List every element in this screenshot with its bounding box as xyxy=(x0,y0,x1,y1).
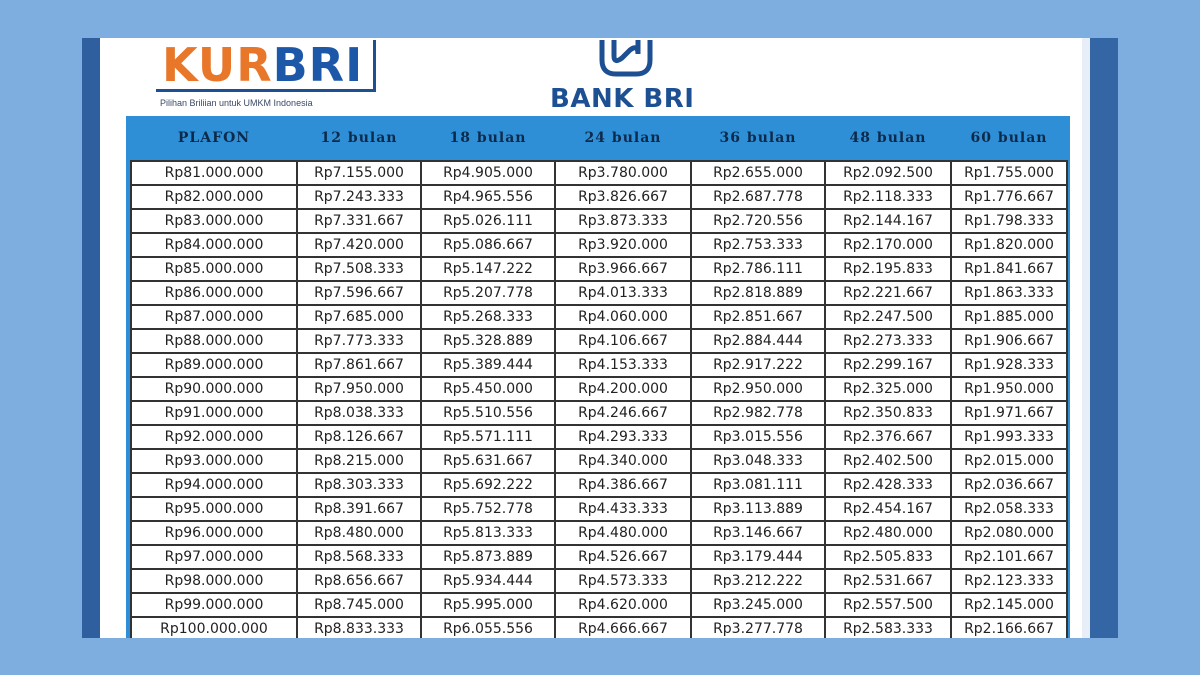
cicilan-12-cell: Rp7.685.000 xyxy=(297,305,421,329)
cicilan-12-cell: Rp8.745.000 xyxy=(297,593,421,617)
cicilan-12-cell: Rp8.126.667 xyxy=(297,425,421,449)
table-row xyxy=(131,617,1067,638)
plafon-cell: Rp92.000.000 xyxy=(131,425,297,449)
cicilan-48-cell: Rp2.247.500 xyxy=(825,305,951,329)
cicilan-12-cell: Rp7.508.333 xyxy=(297,257,421,281)
cicilan-36-cell: Rp3.179.444 xyxy=(691,545,825,569)
cicilan-60-cell: Rp2.058.333 xyxy=(951,497,1067,521)
cicilan-18-cell: Rp5.813.333 xyxy=(421,521,555,545)
cicilan-36-cell: Rp2.687.778 xyxy=(691,185,825,209)
cicilan-18-cell: Rp5.086.667 xyxy=(421,233,555,257)
cicilan-24-cell: Rp4.526.667 xyxy=(555,545,691,569)
cicilan-12-cell: Rp7.243.333 xyxy=(297,185,421,209)
bank-bri-emblem-icon xyxy=(598,38,654,78)
cicilan-36-cell: Rp3.277.778 xyxy=(691,617,825,638)
cicilan-48-cell: Rp2.376.667 xyxy=(825,425,951,449)
cicilan-24-cell: Rp4.433.333 xyxy=(555,497,691,521)
cicilan-24-cell: Rp4.386.667 xyxy=(555,473,691,497)
cicilan-36-cell: Rp2.917.222 xyxy=(691,353,825,377)
cicilan-48-cell: Rp2.118.333 xyxy=(825,185,951,209)
cicilan-12-cell: Rp7.155.000 xyxy=(297,161,421,185)
cicilan-18-cell: Rp5.207.778 xyxy=(421,281,555,305)
cicilan-18-cell: Rp5.873.889 xyxy=(421,545,555,569)
cicilan-12-cell: Rp8.568.333 xyxy=(297,545,421,569)
cicilan-36-cell: Rp3.113.889 xyxy=(691,497,825,521)
table-row xyxy=(131,329,1067,353)
kur-logo-part: KUR xyxy=(162,38,273,92)
plafon-cell: Rp81.000.000 xyxy=(131,161,297,185)
cicilan-60-cell: Rp1.971.667 xyxy=(951,401,1067,425)
cicilan-12-cell: Rp8.391.667 xyxy=(297,497,421,521)
header-18-bulan: 18 bulan xyxy=(449,130,527,146)
cicilan-18-cell: Rp5.692.222 xyxy=(421,473,555,497)
cicilan-24-cell: Rp3.826.667 xyxy=(555,185,691,209)
header-24-bulan: 24 bulan xyxy=(584,130,662,146)
table-row xyxy=(131,209,1067,233)
cicilan-48-cell: Rp2.505.833 xyxy=(825,545,951,569)
table-row xyxy=(131,449,1067,473)
cicilan-24-cell: Rp4.573.333 xyxy=(555,569,691,593)
cicilan-48-cell: Rp2.273.333 xyxy=(825,329,951,353)
cicilan-24-cell: Rp4.013.333 xyxy=(555,281,691,305)
plafon-cell: Rp100.000.000 xyxy=(131,617,297,638)
kur-table-card xyxy=(82,38,1118,638)
installment-table xyxy=(130,116,1068,638)
plafon-cell: Rp96.000.000 xyxy=(131,521,297,545)
cicilan-24-cell: Rp4.153.333 xyxy=(555,353,691,377)
table-row xyxy=(131,569,1067,593)
cicilan-36-cell: Rp2.884.444 xyxy=(691,329,825,353)
cicilan-18-cell: Rp5.389.444 xyxy=(421,353,555,377)
cicilan-60-cell: Rp2.123.333 xyxy=(951,569,1067,593)
cicilan-60-cell: Rp2.101.667 xyxy=(951,545,1067,569)
right-accent-stripe xyxy=(1090,38,1118,638)
cicilan-48-cell: Rp2.092.500 xyxy=(825,161,951,185)
table-row xyxy=(131,473,1067,497)
cicilan-24-cell: Rp4.666.667 xyxy=(555,617,691,638)
cicilan-36-cell: Rp2.655.000 xyxy=(691,161,825,185)
table-row xyxy=(131,545,1067,569)
right-accent-highlight xyxy=(1082,38,1090,638)
cicilan-48-cell: Rp2.454.167 xyxy=(825,497,951,521)
plafon-cell: Rp87.000.000 xyxy=(131,305,297,329)
cicilan-48-cell: Rp2.402.500 xyxy=(825,449,951,473)
cicilan-36-cell: Rp2.720.556 xyxy=(691,209,825,233)
cicilan-24-cell: Rp4.106.667 xyxy=(555,329,691,353)
cicilan-18-cell: Rp5.752.778 xyxy=(421,497,555,521)
plafon-cell: Rp98.000.000 xyxy=(131,569,297,593)
cicilan-12-cell: Rp8.656.667 xyxy=(297,569,421,593)
cicilan-60-cell: Rp1.906.667 xyxy=(951,329,1067,353)
cicilan-60-cell: Rp1.776.667 xyxy=(951,185,1067,209)
table-row xyxy=(131,233,1067,257)
cicilan-18-cell: Rp4.965.556 xyxy=(421,185,555,209)
header-60-bulan: 60 bulan xyxy=(970,130,1048,146)
plafon-cell: Rp94.000.000 xyxy=(131,473,297,497)
cicilan-18-cell: Rp5.571.111 xyxy=(421,425,555,449)
cicilan-24-cell: Rp4.200.000 xyxy=(555,377,691,401)
plafon-cell: Rp84.000.000 xyxy=(131,233,297,257)
cicilan-24-cell: Rp3.920.000 xyxy=(555,233,691,257)
cicilan-60-cell: Rp1.820.000 xyxy=(951,233,1067,257)
cicilan-24-cell: Rp3.780.000 xyxy=(555,161,691,185)
cicilan-18-cell: Rp5.631.667 xyxy=(421,449,555,473)
cicilan-60-cell: Rp1.798.333 xyxy=(951,209,1067,233)
left-accent-stripe xyxy=(82,38,100,638)
plafon-cell: Rp91.000.000 xyxy=(131,401,297,425)
header-plafon: PLAFON xyxy=(177,130,251,146)
cicilan-60-cell: Rp1.885.000 xyxy=(951,305,1067,329)
plafon-cell: Rp86.000.000 xyxy=(131,281,297,305)
cicilan-60-cell: Rp1.863.333 xyxy=(951,281,1067,305)
header-36-bulan: 36 bulan xyxy=(719,130,797,146)
plafon-cell: Rp97.000.000 xyxy=(131,545,297,569)
cicilan-36-cell: Rp3.212.222 xyxy=(691,569,825,593)
cicilan-36-cell: Rp2.851.667 xyxy=(691,305,825,329)
plafon-cell: Rp88.000.000 xyxy=(131,329,297,353)
cicilan-60-cell: Rp1.841.667 xyxy=(951,257,1067,281)
bank-bri-title: BANK BRI xyxy=(550,84,695,114)
cicilan-48-cell: Rp2.531.667 xyxy=(825,569,951,593)
plafon-cell: Rp83.000.000 xyxy=(131,209,297,233)
plafon-cell: Rp85.000.000 xyxy=(131,257,297,281)
kurbri-logo-text xyxy=(162,38,363,92)
table-row xyxy=(131,185,1067,209)
cicilan-24-cell: Rp4.620.000 xyxy=(555,593,691,617)
cicilan-12-cell: Rp7.861.667 xyxy=(297,353,421,377)
cicilan-12-cell: Rp7.420.000 xyxy=(297,233,421,257)
table-row xyxy=(131,161,1067,185)
cicilan-18-cell: Rp6.055.556 xyxy=(421,617,555,638)
cicilan-36-cell: Rp3.146.667 xyxy=(691,521,825,545)
cicilan-18-cell: Rp5.510.556 xyxy=(421,401,555,425)
cicilan-48-cell: Rp2.428.333 xyxy=(825,473,951,497)
cicilan-18-cell: Rp5.147.222 xyxy=(421,257,555,281)
cicilan-48-cell: Rp2.557.500 xyxy=(825,593,951,617)
table-row xyxy=(131,281,1067,305)
cicilan-24-cell: Rp4.246.667 xyxy=(555,401,691,425)
cicilan-48-cell: Rp2.325.000 xyxy=(825,377,951,401)
table-row xyxy=(131,593,1067,617)
table-row xyxy=(131,353,1067,377)
kurbri-tagline: Pilihan Briliian untuk UMKM Indonesia xyxy=(160,98,313,108)
cicilan-60-cell: Rp2.036.667 xyxy=(951,473,1067,497)
cicilan-48-cell: Rp2.170.000 xyxy=(825,233,951,257)
cicilan-48-cell: Rp2.350.833 xyxy=(825,401,951,425)
cicilan-18-cell: Rp4.905.000 xyxy=(421,161,555,185)
cicilan-24-cell: Rp3.873.333 xyxy=(555,209,691,233)
plafon-cell: Rp89.000.000 xyxy=(131,353,297,377)
cicilan-18-cell: Rp5.995.000 xyxy=(421,593,555,617)
cicilan-60-cell: Rp2.145.000 xyxy=(951,593,1067,617)
cicilan-36-cell: Rp3.048.333 xyxy=(691,449,825,473)
header-48-bulan: 48 bulan xyxy=(849,130,927,146)
kurbri-logo xyxy=(156,40,376,92)
cicilan-36-cell: Rp2.753.333 xyxy=(691,233,825,257)
cicilan-12-cell: Rp8.303.333 xyxy=(297,473,421,497)
cicilan-60-cell: Rp1.950.000 xyxy=(951,377,1067,401)
cicilan-18-cell: Rp5.328.889 xyxy=(421,329,555,353)
cicilan-18-cell: Rp5.026.111 xyxy=(421,209,555,233)
cicilan-12-cell: Rp8.038.333 xyxy=(297,401,421,425)
table-row xyxy=(131,401,1067,425)
cicilan-36-cell: Rp3.081.111 xyxy=(691,473,825,497)
cicilan-12-cell: Rp8.215.000 xyxy=(297,449,421,473)
plafon-cell: Rp95.000.000 xyxy=(131,497,297,521)
cicilan-48-cell: Rp2.480.000 xyxy=(825,521,951,545)
table-body xyxy=(131,161,1067,638)
table-row xyxy=(131,257,1067,281)
cicilan-36-cell: Rp2.950.000 xyxy=(691,377,825,401)
cicilan-60-cell: Rp2.080.000 xyxy=(951,521,1067,545)
plafon-cell: Rp93.000.000 xyxy=(131,449,297,473)
table-row xyxy=(131,521,1067,545)
cicilan-24-cell: Rp4.480.000 xyxy=(555,521,691,545)
cicilan-60-cell: Rp1.928.333 xyxy=(951,353,1067,377)
cicilan-12-cell: Rp7.596.667 xyxy=(297,281,421,305)
cicilan-36-cell: Rp2.786.111 xyxy=(691,257,825,281)
cicilan-24-cell: Rp4.340.000 xyxy=(555,449,691,473)
cicilan-18-cell: Rp5.934.444 xyxy=(421,569,555,593)
plafon-cell: Rp90.000.000 xyxy=(131,377,297,401)
bri-logo-part: BRI xyxy=(272,38,364,92)
cicilan-48-cell: Rp2.299.167 xyxy=(825,353,951,377)
cicilan-12-cell: Rp8.833.333 xyxy=(297,617,421,638)
cicilan-36-cell: Rp3.245.000 xyxy=(691,593,825,617)
table-row xyxy=(131,377,1067,401)
cicilan-12-cell: Rp7.950.000 xyxy=(297,377,421,401)
cicilan-36-cell: Rp2.818.889 xyxy=(691,281,825,305)
cicilan-60-cell: Rp2.166.667 xyxy=(951,617,1067,638)
cicilan-48-cell: Rp2.144.167 xyxy=(825,209,951,233)
cicilan-60-cell: Rp2.015.000 xyxy=(951,449,1067,473)
cicilan-60-cell: Rp1.993.333 xyxy=(951,425,1067,449)
cicilan-36-cell: Rp3.015.556 xyxy=(691,425,825,449)
cicilan-60-cell: Rp1.755.000 xyxy=(951,161,1067,185)
table-row xyxy=(131,497,1067,521)
cicilan-18-cell: Rp5.450.000 xyxy=(421,377,555,401)
cicilan-24-cell: Rp3.966.667 xyxy=(555,257,691,281)
cicilan-36-cell: Rp2.982.778 xyxy=(691,401,825,425)
table-row xyxy=(131,305,1067,329)
table-header-row xyxy=(131,116,1067,161)
cicilan-12-cell: Rp7.773.333 xyxy=(297,329,421,353)
installment-table-frame xyxy=(126,116,1070,638)
cicilan-24-cell: Rp4.060.000 xyxy=(555,305,691,329)
cicilan-18-cell: Rp5.268.333 xyxy=(421,305,555,329)
header-12-bulan: 12 bulan xyxy=(320,130,398,146)
cicilan-12-cell: Rp8.480.000 xyxy=(297,521,421,545)
cicilan-48-cell: Rp2.221.667 xyxy=(825,281,951,305)
table-row xyxy=(131,425,1067,449)
cicilan-12-cell: Rp7.331.667 xyxy=(297,209,421,233)
cicilan-48-cell: Rp2.195.833 xyxy=(825,257,951,281)
cicilan-48-cell: Rp2.583.333 xyxy=(825,617,951,638)
cicilan-24-cell: Rp4.293.333 xyxy=(555,425,691,449)
plafon-cell: Rp99.000.000 xyxy=(131,593,297,617)
plafon-cell: Rp82.000.000 xyxy=(131,185,297,209)
